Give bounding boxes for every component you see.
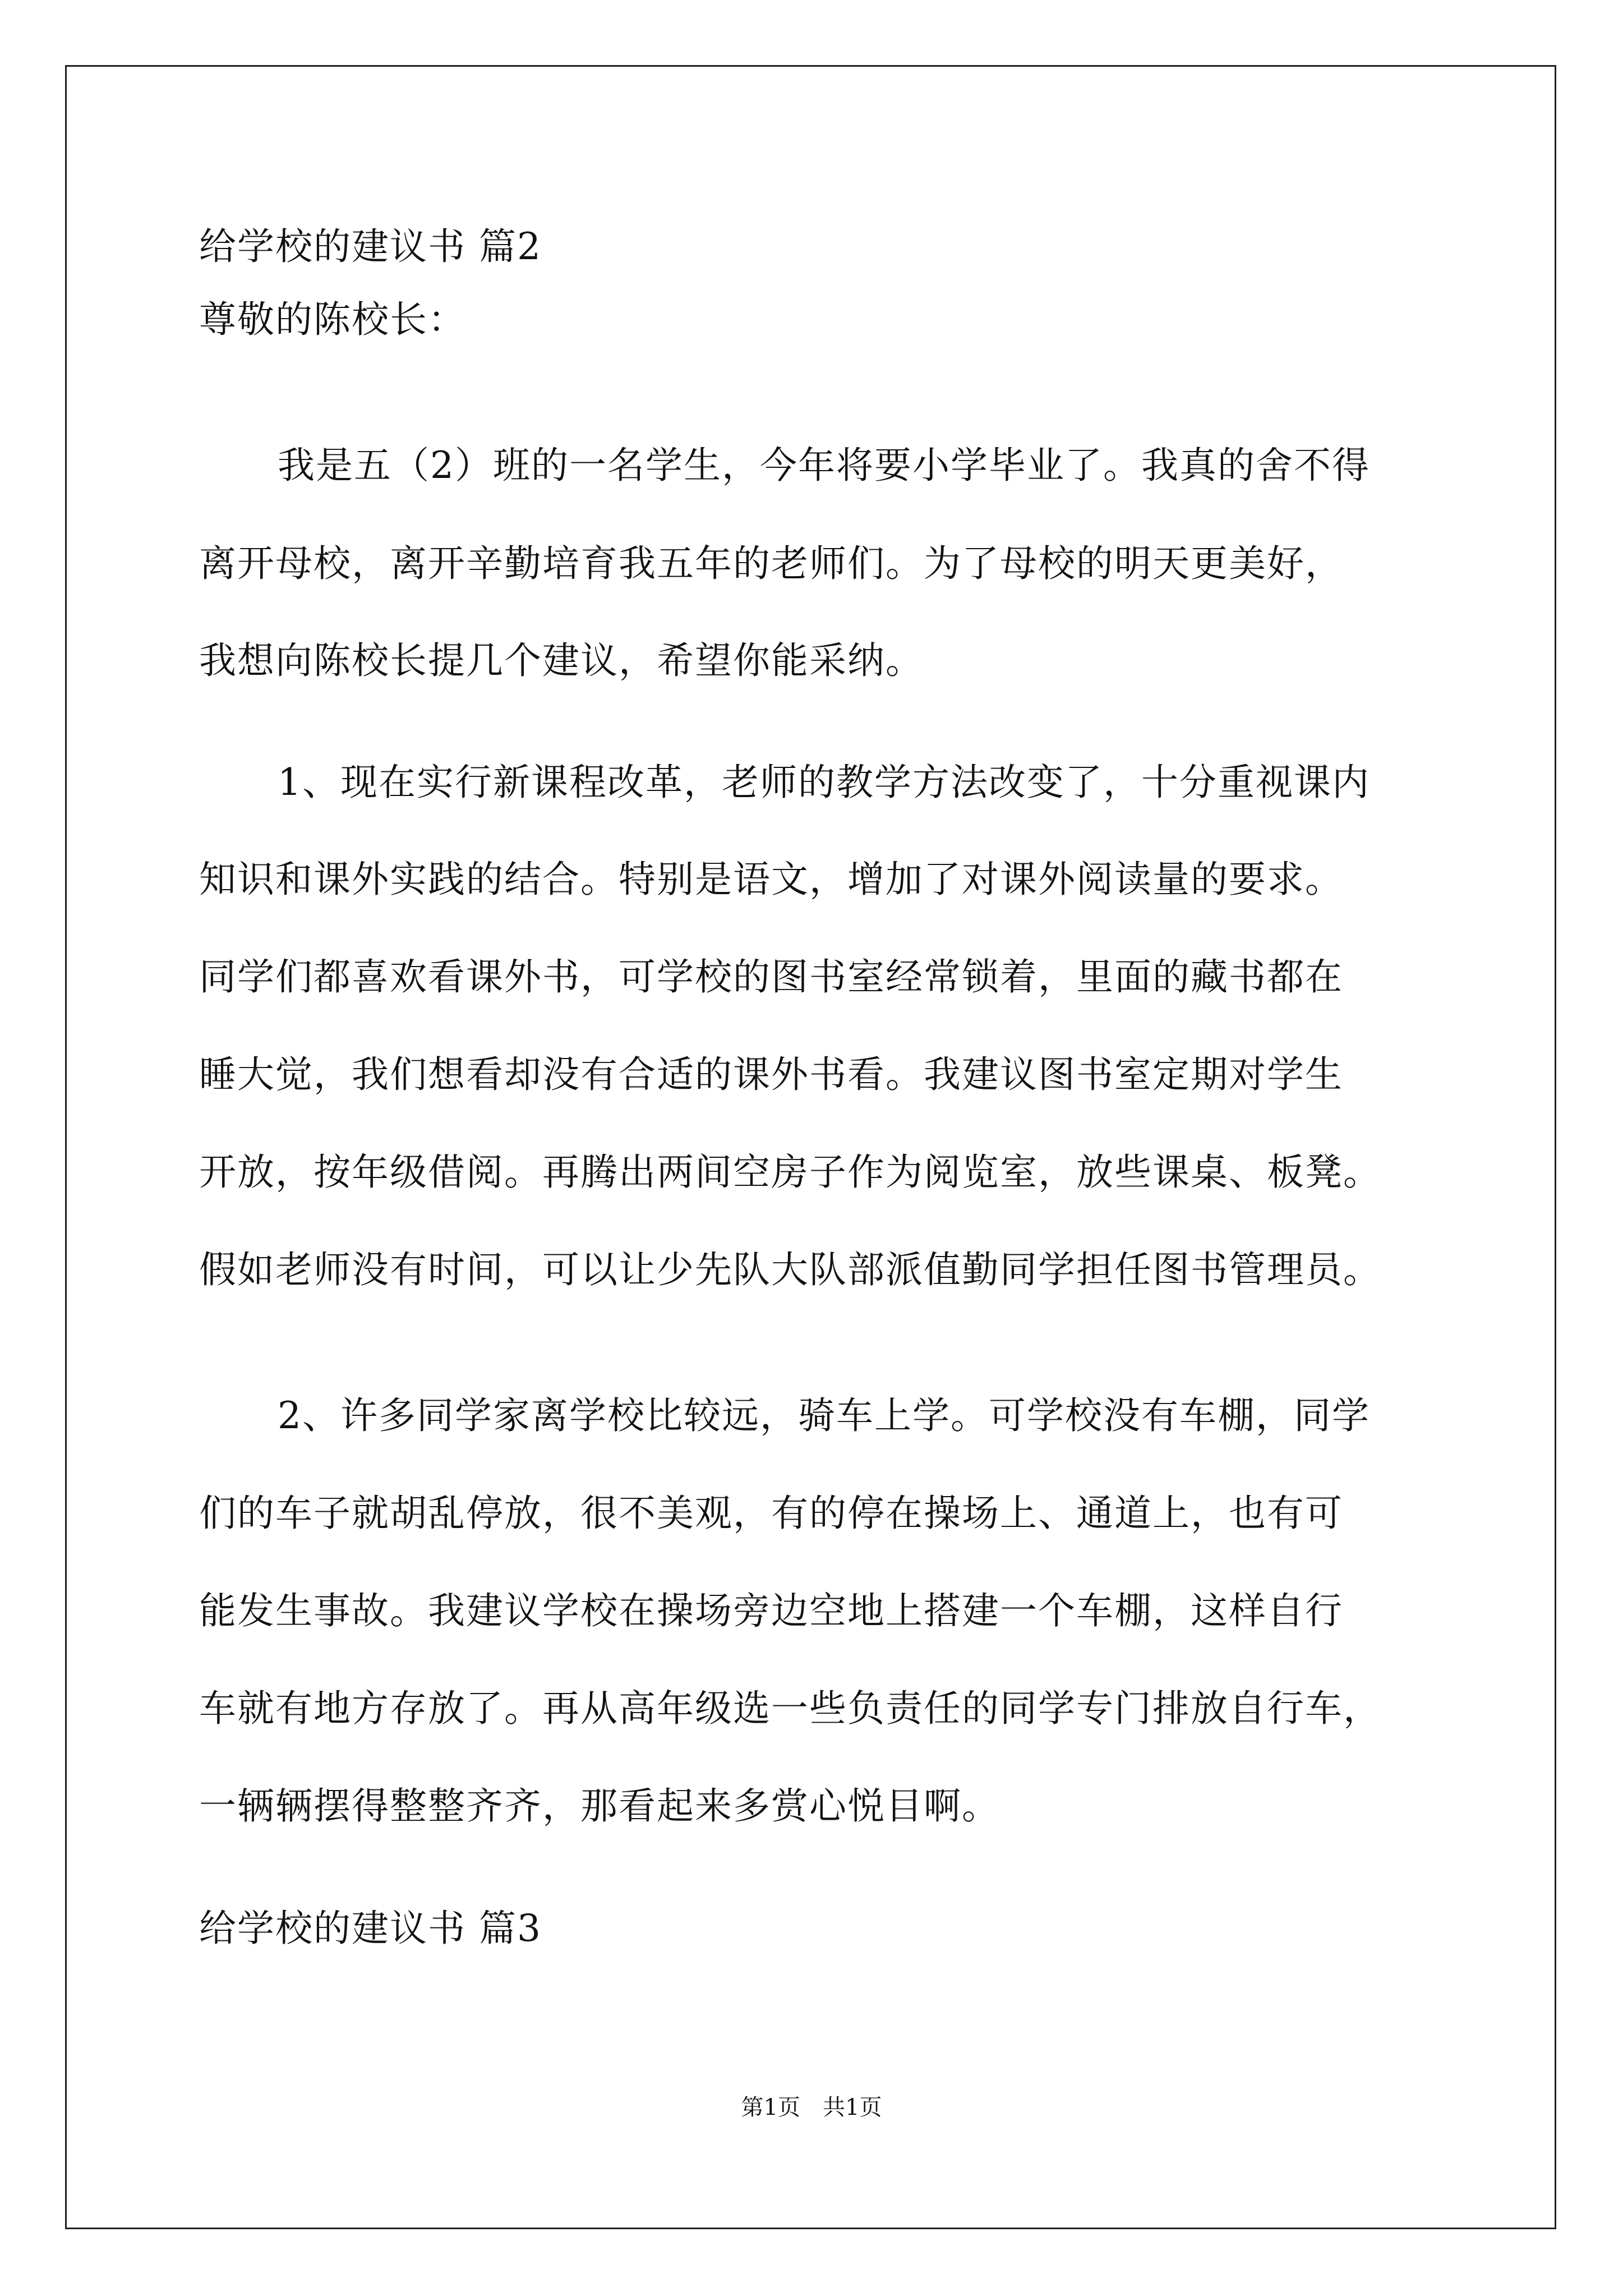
paragraph-line: 2、许多同学家离学校比较远，骑车上学。可学校没有车棚，同学	[278, 1394, 1370, 1437]
paragraph-line: 睡大觉，我们想看却没有合适的课外书看。我建议图书室定期对学生	[199, 1053, 1343, 1096]
paragraph-line: 开放，按年级借阅。再腾出两间空房子作为阅览室，放些课桌、板凳。	[199, 1151, 1381, 1194]
paragraph-line: 能发生事故。我建议学校在操场旁边空地上搭建一个车棚，这样自行	[199, 1589, 1343, 1632]
paragraph-line: 们的车子就胡乱停放，很不美观，有的停在操场上、通道上，也有可	[199, 1492, 1343, 1535]
paragraph-line: 1、现在实行新课程改革，老师的教学方法改变了，十分重视课内	[278, 761, 1370, 804]
paragraph-line: 离开母校，离开辛勤培育我五年的老师们。为了母校的明天更美好，	[199, 542, 1343, 585]
paragraph-line: 同学们都喜欢看课外书，可学校的图书室经常锁着，里面的藏书都在	[199, 955, 1343, 999]
page-border	[65, 65, 1556, 2229]
paragraph-line: 知识和课外实践的结合。特别是语文，增加了对课外阅读量的要求。	[199, 858, 1343, 901]
paragraph-line: 假如老师没有时间，可以让少先队大队部派值勤同学担任图书管理员。	[199, 1248, 1381, 1291]
salutation: 尊敬的陈校长：	[199, 298, 466, 341]
section-heading: 给学校的建议书 篇2	[199, 225, 542, 268]
paragraph-line: 一辆辆摆得整整齐齐，那看起来多赏心悦目啊。	[199, 1784, 1000, 1828]
paragraph-line: 车就有地方存放了。再从高年级选一些负责任的同学专门排放自行车，	[199, 1687, 1381, 1730]
paragraph-line: 我想向陈校长提几个建议，希望你能采纳。	[199, 639, 924, 682]
page-footer: 第1页 共1页	[741, 2095, 882, 2120]
paragraph-line: 我是五（2）班的一名学生，今年将要小学毕业了。我真的舍不得	[278, 444, 1370, 487]
section-heading: 给学校的建议书 篇3	[199, 1907, 542, 1950]
